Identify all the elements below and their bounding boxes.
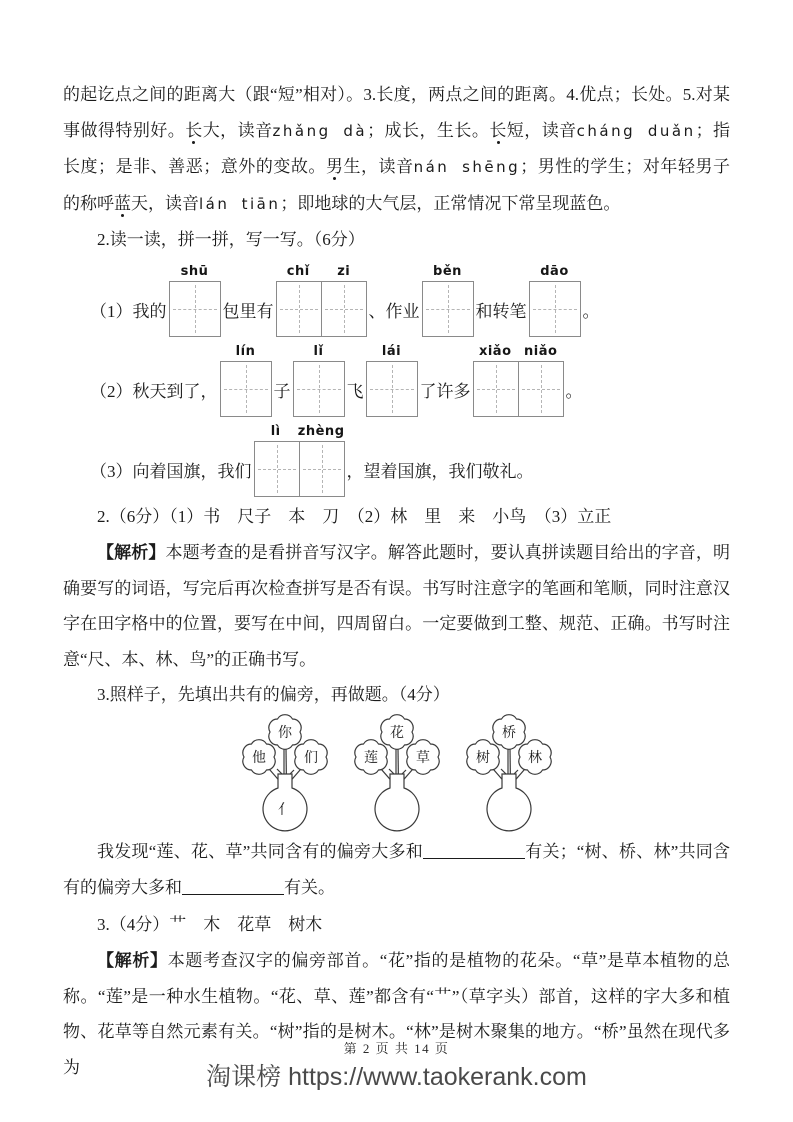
answer-2-line: 2.（6分）（1）书 尺子 本 刀 （2）林 里 来 小鸟 （3）立正 xyxy=(97,507,612,526)
vase-diagram-3 xyxy=(461,712,557,834)
analysis-label: 【解析】 xyxy=(97,543,166,562)
intro-text: 的起讫点之间的距离大（跟“短”相对）。3.长度，两点之间的距离。4.优点；长处。5.对某事做得特别好。 xyxy=(63,85,730,140)
discover-text: 有关；“树、桥、林”共同含 xyxy=(524,842,731,861)
pinyin-label: lái xyxy=(381,344,402,359)
writing-grid-dao xyxy=(529,264,581,337)
flower-char: 草 xyxy=(415,751,430,766)
grid-cell xyxy=(276,281,322,337)
sentence-text: ，望着国旗，我们敬礼。 xyxy=(346,461,534,481)
page-footer: 第 2 页 共 14 页 xyxy=(343,1041,450,1056)
discover-text: 有的偏旁大多和 xyxy=(63,877,182,897)
emphasized-char: 长 xyxy=(489,120,507,140)
pinyin-inline: zhǎng dà xyxy=(272,121,368,140)
flask-vase xyxy=(375,774,419,831)
emphasized-char: 长 xyxy=(185,120,203,140)
writing-grid-ben xyxy=(422,264,474,337)
pinyin-label: niǎo xyxy=(524,344,558,359)
writing-grid-xiaoniao xyxy=(473,344,564,417)
sentence-text: 、作业 xyxy=(368,301,420,321)
question-3-title: 3.照样子，先填出共有的偏旁，再做题。（4分） xyxy=(97,685,450,704)
grid-cell xyxy=(473,361,519,417)
pinyin-label-row xyxy=(276,264,367,279)
writing-grid-lin xyxy=(220,344,272,417)
pinyin-label: běn xyxy=(433,264,462,279)
pinyin-label: xiǎo xyxy=(478,344,512,359)
sentence-text: 包里有 xyxy=(222,301,274,321)
flower-char: 树 xyxy=(475,751,490,766)
pinyin-label: lì xyxy=(270,424,281,439)
pinyin-write-row-1 xyxy=(90,264,730,337)
vase-radical: 亻 xyxy=(277,803,292,818)
sentence-text: 子 xyxy=(273,381,291,401)
sentence-text: 飞 xyxy=(346,381,364,401)
sentence-text: 了许多 xyxy=(419,381,471,401)
pinyin-label-row xyxy=(422,264,474,279)
analysis-text: 本题考查的是看拼音写汉字。解答此题时，要认真拼读题目给出的字音，明确要写的词语，写完后再次检查拼写是否有误。书写时注意字的笔画和笔顺，同时注意汉字在田字格中的位置，要写在中间，四周留白。一定要做到工整、规范、正确。书写时注意“尺、本、林、鸟”的正确书写。 xyxy=(63,543,731,669)
analysis-text: 本题考查汉字的偏旁部首。“花”指的是植物的花朵。“草”是草本植物的总称。“莲”是一种水生植物。“花、草、莲”都含有“艹”（草字头）部首，这样的字大多和植物、花草等自然元素有关。“树”指的是树木。“林”是树木聚集的地方。“桥”虽然在现代多为 xyxy=(63,951,730,1077)
writing-grid-li xyxy=(293,344,345,417)
flower-char: 莲 xyxy=(363,751,378,766)
sentence-text: 和转笔 xyxy=(475,301,527,321)
flower-char: 林 xyxy=(527,751,542,766)
vase-diagram-1 xyxy=(237,712,333,834)
flower-char: 桥 xyxy=(501,726,516,741)
grid-cell xyxy=(366,361,418,417)
discover-text: 我发现“莲、花、草”共同含有的偏旁大多和 xyxy=(97,842,423,861)
pinyin-write-row-2 xyxy=(90,344,730,417)
grid-cell xyxy=(529,281,581,337)
pinyin-inline: nán shēng xyxy=(413,158,521,176)
flask-vase xyxy=(487,774,531,831)
pinyin-label-row xyxy=(293,344,345,359)
sentence-text: （3）向着国旗，我们 xyxy=(90,461,252,481)
pinyin-label-row xyxy=(529,264,581,279)
sentence-text: 。 xyxy=(565,381,583,401)
analysis-label: 【解析】 xyxy=(97,951,168,970)
emphasized-char: 蓝 xyxy=(114,193,131,213)
pinyin-write-row-3 xyxy=(90,424,730,497)
flower-char: 们 xyxy=(303,751,318,766)
analysis-2-paragraph xyxy=(63,535,730,677)
writing-grid-lizheng xyxy=(254,424,345,497)
pinyin-label-row xyxy=(366,344,418,359)
flower-char: 花 xyxy=(389,726,404,741)
intro-paragraph: 的起讫点之间的距离大（跟“短”相对）。3.长度，两点之间的距离。4.优点；长处。5.对某事做得特别好。长大，读音zhǎng dà；成长，生长。长短，读音cháng duǎn；指长度；是非、善恶；意外的变故。男生，读音nán shēng；男性的学生；对年轻男子的称呼蓝天，读音lán tiān；即地球的大气层，正常情况下常呈现蓝色。 xyxy=(63,85,731,213)
sentence-text: 。 xyxy=(582,301,600,321)
flower-char: 他 xyxy=(251,751,266,766)
pinyin-label-row xyxy=(169,264,221,279)
pinyin-label-row xyxy=(473,344,564,359)
grid-cell xyxy=(299,441,345,497)
answer-3-line: 3.（4分）艹 木 花草 树木 xyxy=(97,915,323,934)
watermark-link[interactable]: 淘课榜 https://www.taokerank.com xyxy=(206,1063,587,1091)
radical-vase-diagrams xyxy=(63,712,730,834)
blank-line-2 xyxy=(182,880,284,895)
grid-cell xyxy=(422,281,474,337)
writing-grid-shu xyxy=(169,264,221,337)
pinyin-label: lǐ xyxy=(313,344,324,359)
grid-cell xyxy=(293,361,345,417)
grid-cell xyxy=(321,281,367,337)
sentence-text: （1）我的 xyxy=(90,301,167,321)
vase-diagram-2 xyxy=(349,712,445,834)
pinyin-label: dāo xyxy=(540,264,569,279)
pinyin-label: lín xyxy=(235,344,256,359)
pinyin-inline: lán tiān xyxy=(199,194,281,213)
blank-line-1 xyxy=(423,844,525,859)
pinyin-label: chǐ xyxy=(286,264,310,279)
grid-cell xyxy=(220,361,272,417)
grid-cell xyxy=(169,281,221,337)
pinyin-label-row xyxy=(254,424,345,439)
writing-grid-chizi xyxy=(276,264,367,337)
pinyin-label: shū xyxy=(180,264,209,279)
sentence-text: （2）秋天到了， xyxy=(90,381,218,401)
question-2-title: 2.读一读，拼一拼，写一写。（6分） xyxy=(97,230,365,249)
grid-cell xyxy=(518,361,564,417)
discover-paragraph xyxy=(63,834,730,905)
discover-text: 有关。 xyxy=(284,877,335,897)
grid-cell xyxy=(254,441,300,497)
pinyin-label: zhèng xyxy=(297,424,345,439)
pinyin-label-row xyxy=(220,344,272,359)
emphasized-char: 男 xyxy=(325,157,344,176)
pinyin-label: zi xyxy=(337,264,351,279)
writing-grid-lai xyxy=(366,344,418,417)
pinyin-inline: cháng duǎn xyxy=(576,121,696,140)
flower-char: 你 xyxy=(277,726,292,741)
